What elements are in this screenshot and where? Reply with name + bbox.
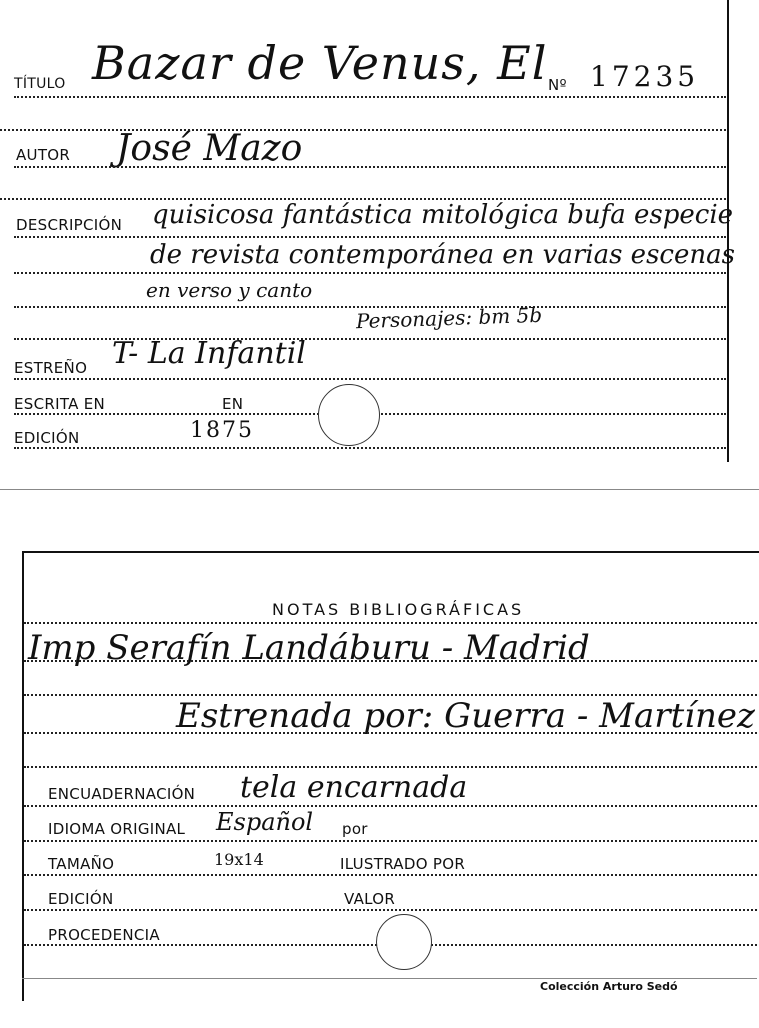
tamano-label: TAMAÑO — [48, 855, 115, 873]
numero-label: Nº — [548, 76, 567, 94]
por-label: por — [342, 820, 368, 838]
edicion-line — [14, 447, 726, 449]
en-label: EN — [222, 395, 244, 413]
descripcion-line-3: en verso y canto — [146, 278, 313, 302]
autor-value: José Mazo — [116, 128, 303, 169]
estreno-value: T- La Infantil — [112, 336, 306, 371]
bottom-card-top-border — [22, 551, 759, 553]
numero-value: 17235 — [590, 60, 700, 93]
personajes-value: Personajes: bm 5b — [355, 302, 543, 334]
autor-label: AUTOR — [16, 146, 71, 164]
autor-line — [14, 166, 726, 168]
encuadernacion-value: tela encarnada — [240, 770, 468, 805]
titulo-line — [14, 96, 726, 98]
edicion-value: 1875 — [190, 418, 254, 443]
estreno-label: ESTREÑO — [14, 359, 88, 377]
procedencia-label: PROCEDENCIA — [48, 926, 160, 944]
estreno-line — [14, 378, 726, 380]
titulo-value: Bazar de Venus, El — [92, 36, 548, 90]
encuadernacion-label: ENCUADERNACIÓN — [48, 785, 196, 803]
notas-heading: NOTAS BIBLIOGRÁFICAS — [272, 600, 525, 619]
descripcion-label: DESCRIPCIÓN — [16, 216, 123, 234]
ilustrado-por-label: ILUSTRADO POR — [340, 855, 466, 873]
idioma-original-value: Español — [216, 808, 314, 836]
escrita-en-label: ESCRITA EN — [14, 395, 106, 413]
bottom-card-left-border — [22, 551, 24, 1001]
notas-line-2: Estrenada por: Guerra - Martínez — [176, 696, 755, 736]
tamano-value: 19x14 — [214, 850, 264, 869]
edicion-label: EDICIÓN — [14, 429, 80, 447]
valor-label: VALOR — [344, 890, 396, 908]
notas-line-1: Imp Serafín Landáburu - Madrid — [28, 628, 590, 668]
idioma-original-label: IDIOMA ORIGINAL — [48, 820, 186, 838]
collection-credit: Colección Arturo Sedó — [540, 980, 678, 993]
punch-hole-top — [318, 384, 380, 446]
edicion-bottom-label: EDICIÓN — [48, 890, 114, 908]
descripcion-line-2: de revista contemporánea en varias escenas — [150, 240, 735, 270]
top-card-right-border — [727, 0, 729, 462]
descripcion-line-1: quisicosa fantástica mitológica bufa especie — [152, 200, 734, 230]
top-card-bottom-edge — [0, 489, 759, 490]
titulo-label: TÍTULO — [14, 76, 66, 92]
punch-hole-bottom — [376, 914, 432, 970]
